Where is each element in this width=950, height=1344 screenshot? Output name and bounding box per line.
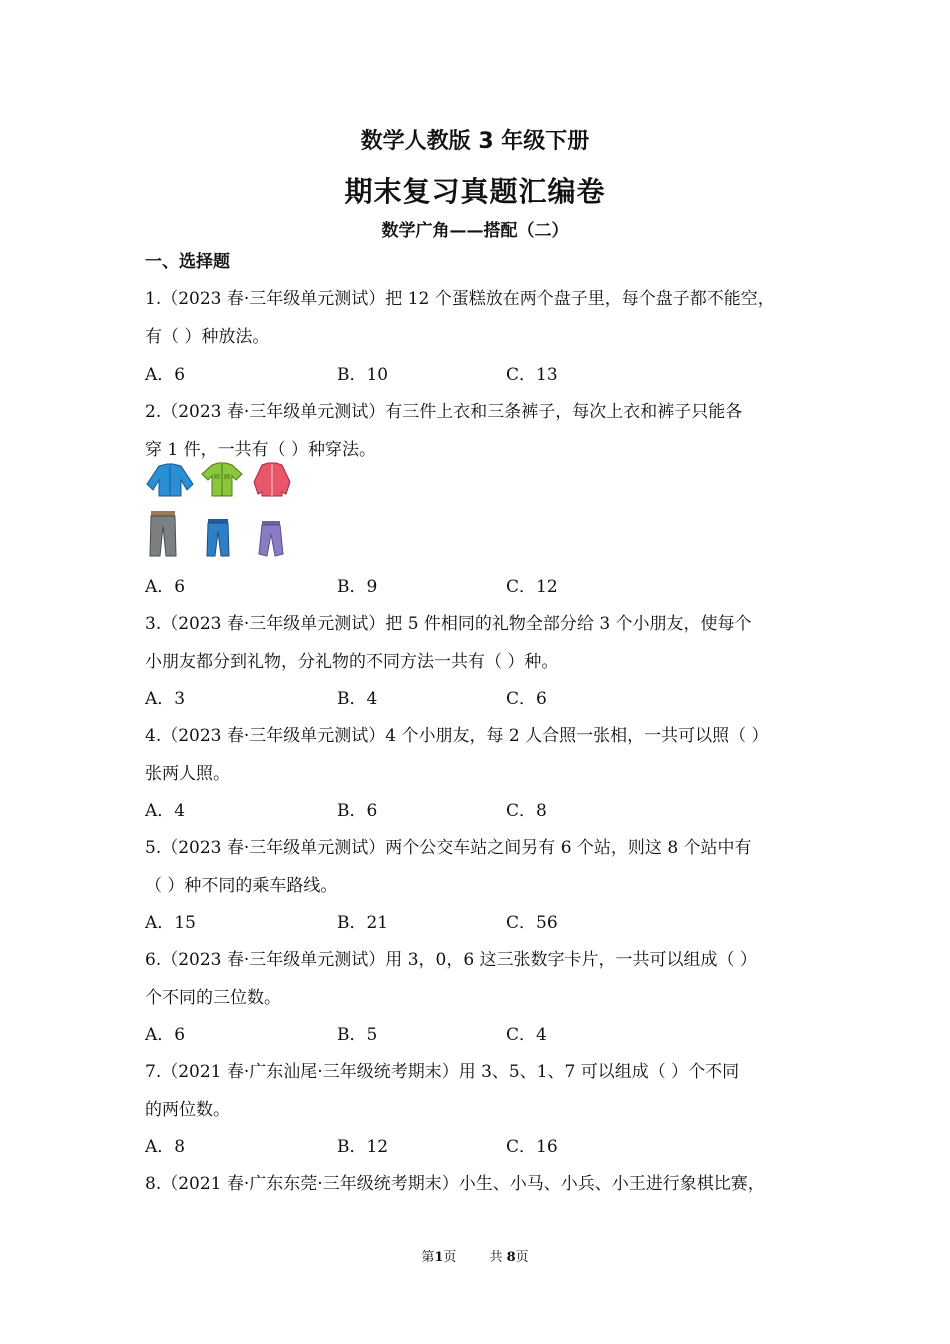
- question-3-option-b: B．4: [337, 689, 378, 709]
- question-4-option-c: C．8: [506, 801, 547, 821]
- question-3-line-1: 3.（2023 春·三年级单元测试）把 5 件相同的礼物全部分给 3 个小朋友，使每个: [145, 614, 752, 634]
- footer-total-prefix: 共: [489, 1250, 503, 1265]
- question-7-line-1: 7.（2021 春·广东汕尾·三年级统考期末）用 3、5、1、7 可以组成（ ）个不同: [145, 1062, 740, 1082]
- question-5-line-1: 5.（2023 春·三年级单元测试）两个公交车站之间另有 6 个站，则这 8 个站中有: [145, 838, 752, 858]
- purple-pants-icon: [257, 520, 285, 558]
- pink-jacket-icon: [250, 462, 294, 498]
- question-2-line-2: 穿 1 件，一共有（ ）种穿法。: [145, 440, 377, 460]
- question-5-option-c: C．56: [506, 913, 558, 933]
- document-subtitle: 数学广角——搭配（二）: [381, 221, 569, 241]
- green-shirt-icon: [200, 462, 244, 498]
- question-7-option-a: A．8: [145, 1137, 186, 1157]
- question-6-option-a: A．6: [145, 1025, 186, 1045]
- footer-total-label: 页: [515, 1250, 529, 1265]
- footer-page-number: 1: [434, 1250, 444, 1265]
- question-5-option-a: A．15: [145, 913, 196, 933]
- question-7-option-b: B．12: [337, 1137, 389, 1157]
- footer-prefix: 第: [421, 1250, 435, 1265]
- question-6-option-c: C．4: [506, 1025, 547, 1045]
- question-1-option-b: B．10: [337, 365, 389, 385]
- question-1-line-2: 有（ ）种放法。: [145, 327, 270, 347]
- page-footer: [0, 1246, 950, 1265]
- question-2-option-a: A．6: [145, 577, 186, 597]
- question-5-line-2: （ ）种不同的乘车路线。: [145, 876, 338, 896]
- footer-total-pages: 8: [506, 1250, 516, 1265]
- question-2-line-1: 2.（2023 春·三年级单元测试）有三件上衣和三条裤子，每次上衣和裤子只能各: [145, 402, 743, 422]
- question-8-line-1: 8.（2021 春·广东东莞·三年级统考期末）小生、小马、小兵、小王进行象棋比赛，: [145, 1174, 765, 1194]
- document-main-title: 期末复习真题汇编卷: [344, 175, 606, 208]
- question-4-line-2: 张两人照。: [145, 764, 230, 784]
- question-7-option-c: C．16: [506, 1137, 558, 1157]
- question-3-option-c: C．6: [506, 689, 547, 709]
- question-2-option-b: B．9: [337, 577, 378, 597]
- footer-page-label: 页: [443, 1250, 457, 1265]
- question-6-line-1: 6.（2023 春·三年级单元测试）用 3，0，6 这三张数字卡片，一共可以组成（ ）: [145, 950, 757, 970]
- question-1-line-1: 1.（2023 春·三年级单元测试）把 12 个蛋糕放在两个盘子里，每个盘子都不能空，: [145, 289, 775, 309]
- blue-jeans-icon: [205, 518, 231, 558]
- question-6-line-2: 个不同的三位数。: [145, 988, 281, 1008]
- question-5-option-b: B．21: [337, 913, 389, 933]
- document-title: 数学人教版 3 年级下册: [360, 129, 590, 154]
- question-6-option-b: B．5: [337, 1025, 378, 1045]
- question-3-option-a: A．3: [145, 689, 186, 709]
- question-7-line-2: 的两位数。: [145, 1100, 230, 1120]
- question-4-option-b: B．6: [337, 801, 378, 821]
- question-1-option-a: A．6: [145, 365, 186, 385]
- question-3-line-2: 小朋友都分到礼物，分礼物的不同方法一共有（ ）种。: [145, 652, 559, 672]
- question-2-option-c: C．12: [506, 577, 558, 597]
- blue-jacket-icon: [145, 462, 195, 498]
- question-4-line-1: 4.（2023 春·三年级单元测试）4 个小朋友，每 2 人合照一张相，一共可以照（ ）: [145, 726, 769, 746]
- gray-pants-icon: [148, 510, 178, 558]
- question-4-option-a: A．4: [145, 801, 186, 821]
- section-heading: 一、选择题: [145, 252, 230, 272]
- question-1-option-c: C．13: [506, 365, 558, 385]
